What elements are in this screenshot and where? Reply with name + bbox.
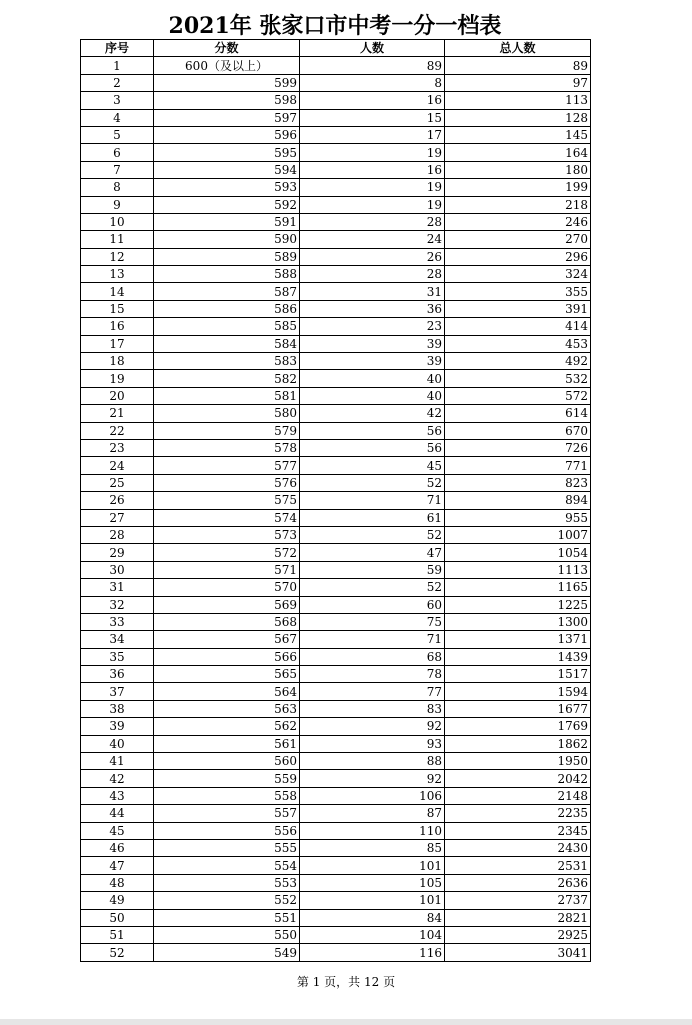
row-score-cell: 559 bbox=[154, 770, 300, 787]
table-row bbox=[81, 718, 591, 735]
row-total-cell: 771 bbox=[445, 457, 591, 474]
table-row bbox=[81, 248, 591, 265]
row-count-cell: 40 bbox=[300, 387, 445, 404]
row-score-cell: 575 bbox=[154, 492, 300, 509]
row-count-cell: 75 bbox=[300, 613, 445, 630]
row-index-cell: 17 bbox=[81, 335, 154, 352]
row-index-cell: 27 bbox=[81, 509, 154, 526]
row-index-cell: 25 bbox=[81, 474, 154, 491]
table-row bbox=[81, 474, 591, 491]
row-index-cell: 42 bbox=[81, 770, 154, 787]
row-index-cell: 15 bbox=[81, 300, 154, 317]
row-index-cell: 19 bbox=[81, 370, 154, 387]
row-count-cell: 52 bbox=[300, 526, 445, 543]
row-score-cell: 595 bbox=[154, 144, 300, 161]
row-score-cell: 581 bbox=[154, 387, 300, 404]
row-index-cell: 6 bbox=[81, 144, 154, 161]
row-count-cell: 24 bbox=[300, 231, 445, 248]
row-score-cell: 555 bbox=[154, 839, 300, 856]
header-count: 人数 bbox=[300, 40, 445, 57]
row-count-cell: 39 bbox=[300, 335, 445, 352]
table-row bbox=[81, 683, 591, 700]
row-total-cell: 1594 bbox=[445, 683, 591, 700]
table-row bbox=[81, 492, 591, 509]
row-total-cell: 180 bbox=[445, 161, 591, 178]
row-count-cell: 71 bbox=[300, 631, 445, 648]
table-row bbox=[81, 74, 591, 91]
row-total-cell: 414 bbox=[445, 318, 591, 335]
table-row bbox=[81, 109, 591, 126]
row-count-cell: 8 bbox=[300, 74, 445, 91]
row-index-cell: 8 bbox=[81, 179, 154, 196]
row-count-cell: 101 bbox=[300, 892, 445, 909]
row-total-cell: 1007 bbox=[445, 526, 591, 543]
table-row bbox=[81, 422, 591, 439]
table-header-row bbox=[81, 40, 591, 57]
row-total-cell: 97 bbox=[445, 74, 591, 91]
row-count-cell: 92 bbox=[300, 770, 445, 787]
row-total-cell: 823 bbox=[445, 474, 591, 491]
row-count-cell: 39 bbox=[300, 353, 445, 370]
viewer-bottom-bar bbox=[0, 1019, 692, 1025]
row-index-cell: 14 bbox=[81, 283, 154, 300]
row-index-cell: 40 bbox=[81, 735, 154, 752]
row-count-cell: 101 bbox=[300, 857, 445, 874]
row-score-cell: 588 bbox=[154, 266, 300, 283]
row-total-cell: 246 bbox=[445, 213, 591, 230]
row-index-cell: 37 bbox=[81, 683, 154, 700]
row-score-cell: 560 bbox=[154, 753, 300, 770]
table-row bbox=[81, 909, 591, 926]
row-index-cell: 21 bbox=[81, 405, 154, 422]
table-row bbox=[81, 735, 591, 752]
row-total-cell: 2821 bbox=[445, 909, 591, 926]
row-total-cell: 2531 bbox=[445, 857, 591, 874]
row-total-cell: 113 bbox=[445, 92, 591, 109]
row-total-cell: 1371 bbox=[445, 631, 591, 648]
table-body bbox=[81, 57, 591, 961]
row-score-cell: 582 bbox=[154, 370, 300, 387]
row-score-cell: 579 bbox=[154, 422, 300, 439]
row-index-cell: 16 bbox=[81, 318, 154, 335]
row-index-cell: 38 bbox=[81, 700, 154, 717]
table-row bbox=[81, 596, 591, 613]
row-score-cell: 600（及以上） bbox=[154, 57, 300, 74]
row-count-cell: 40 bbox=[300, 370, 445, 387]
row-index-cell: 45 bbox=[81, 822, 154, 839]
row-count-cell: 85 bbox=[300, 839, 445, 856]
row-total-cell: 2235 bbox=[445, 805, 591, 822]
row-score-cell: 562 bbox=[154, 718, 300, 735]
row-score-cell: 552 bbox=[154, 892, 300, 909]
score-table bbox=[80, 39, 591, 962]
row-count-cell: 88 bbox=[300, 753, 445, 770]
row-total-cell: 1300 bbox=[445, 613, 591, 630]
row-score-cell: 565 bbox=[154, 666, 300, 683]
row-index-cell: 9 bbox=[81, 196, 154, 213]
row-count-cell: 92 bbox=[300, 718, 445, 735]
row-total-cell: 296 bbox=[445, 248, 591, 265]
row-index-cell: 1 bbox=[81, 57, 154, 74]
table-row bbox=[81, 579, 591, 596]
table-row bbox=[81, 753, 591, 770]
row-score-cell: 561 bbox=[154, 735, 300, 752]
row-index-cell: 11 bbox=[81, 231, 154, 248]
table-row bbox=[81, 561, 591, 578]
row-total-cell: 894 bbox=[445, 492, 591, 509]
row-score-cell: 584 bbox=[154, 335, 300, 352]
row-count-cell: 16 bbox=[300, 92, 445, 109]
row-count-cell: 77 bbox=[300, 683, 445, 700]
row-score-cell: 591 bbox=[154, 213, 300, 230]
row-count-cell: 19 bbox=[300, 144, 445, 161]
row-score-cell: 586 bbox=[154, 300, 300, 317]
document-title: 2021年 张家口市中考一分一档表 bbox=[168, 13, 502, 39]
row-count-cell: 31 bbox=[300, 283, 445, 300]
row-count-cell: 110 bbox=[300, 822, 445, 839]
row-score-cell: 564 bbox=[154, 683, 300, 700]
row-count-cell: 84 bbox=[300, 909, 445, 926]
row-count-cell: 71 bbox=[300, 492, 445, 509]
row-count-cell: 89 bbox=[300, 57, 445, 74]
row-total-cell: 572 bbox=[445, 387, 591, 404]
table-row bbox=[81, 892, 591, 909]
row-score-cell: 569 bbox=[154, 596, 300, 613]
table-row bbox=[81, 926, 591, 943]
row-index-cell: 50 bbox=[81, 909, 154, 926]
row-count-cell: 56 bbox=[300, 422, 445, 439]
row-total-cell: 164 bbox=[445, 144, 591, 161]
row-total-cell: 492 bbox=[445, 353, 591, 370]
table-row bbox=[81, 266, 591, 283]
table-row bbox=[81, 300, 591, 317]
row-score-cell: 566 bbox=[154, 648, 300, 665]
row-score-cell: 556 bbox=[154, 822, 300, 839]
row-score-cell: 580 bbox=[154, 405, 300, 422]
row-count-cell: 17 bbox=[300, 126, 445, 143]
row-total-cell: 128 bbox=[445, 109, 591, 126]
row-total-cell: 1769 bbox=[445, 718, 591, 735]
row-total-cell: 2737 bbox=[445, 892, 591, 909]
row-total-cell: 670 bbox=[445, 422, 591, 439]
table-row bbox=[81, 666, 591, 683]
row-index-cell: 29 bbox=[81, 544, 154, 561]
row-count-cell: 52 bbox=[300, 474, 445, 491]
row-index-cell: 51 bbox=[81, 926, 154, 943]
row-index-cell: 35 bbox=[81, 648, 154, 665]
row-count-cell: 104 bbox=[300, 926, 445, 943]
row-score-cell: 577 bbox=[154, 457, 300, 474]
row-count-cell: 68 bbox=[300, 648, 445, 665]
row-index-cell: 46 bbox=[81, 839, 154, 856]
row-index-cell: 3 bbox=[81, 92, 154, 109]
row-score-cell: 599 bbox=[154, 74, 300, 91]
row-score-cell: 587 bbox=[154, 283, 300, 300]
row-index-cell: 31 bbox=[81, 579, 154, 596]
row-score-cell: 554 bbox=[154, 857, 300, 874]
row-index-cell: 36 bbox=[81, 666, 154, 683]
row-index-cell: 43 bbox=[81, 787, 154, 804]
table-row bbox=[81, 335, 591, 352]
row-index-cell: 30 bbox=[81, 561, 154, 578]
table-row bbox=[81, 57, 591, 74]
row-index-cell: 28 bbox=[81, 526, 154, 543]
row-index-cell: 49 bbox=[81, 892, 154, 909]
row-total-cell: 2430 bbox=[445, 839, 591, 856]
row-score-cell: 568 bbox=[154, 613, 300, 630]
table-row bbox=[81, 387, 591, 404]
header-index: 序号 bbox=[81, 40, 154, 57]
row-score-cell: 563 bbox=[154, 700, 300, 717]
row-index-cell: 10 bbox=[81, 213, 154, 230]
row-score-cell: 572 bbox=[154, 544, 300, 561]
row-count-cell: 42 bbox=[300, 405, 445, 422]
page-footer: 第 1 页，共 12 页 bbox=[296, 975, 396, 989]
row-score-cell: 553 bbox=[154, 874, 300, 891]
row-index-cell: 33 bbox=[81, 613, 154, 630]
row-score-cell: 550 bbox=[154, 926, 300, 943]
row-total-cell: 1225 bbox=[445, 596, 591, 613]
row-count-cell: 87 bbox=[300, 805, 445, 822]
row-count-cell: 52 bbox=[300, 579, 445, 596]
row-count-cell: 59 bbox=[300, 561, 445, 578]
row-score-cell: 567 bbox=[154, 631, 300, 648]
table-row bbox=[81, 370, 591, 387]
row-index-cell: 22 bbox=[81, 422, 154, 439]
row-index-cell: 32 bbox=[81, 596, 154, 613]
table-row bbox=[81, 700, 591, 717]
row-count-cell: 28 bbox=[300, 213, 445, 230]
table-row bbox=[81, 213, 591, 230]
table-row bbox=[81, 439, 591, 456]
row-index-cell: 12 bbox=[81, 248, 154, 265]
row-count-cell: 106 bbox=[300, 787, 445, 804]
row-total-cell: 2925 bbox=[445, 926, 591, 943]
row-score-cell: 585 bbox=[154, 318, 300, 335]
row-count-cell: 116 bbox=[300, 944, 445, 961]
row-count-cell: 83 bbox=[300, 700, 445, 717]
row-count-cell: 78 bbox=[300, 666, 445, 683]
row-total-cell: 1677 bbox=[445, 700, 591, 717]
row-count-cell: 93 bbox=[300, 735, 445, 752]
row-count-cell: 16 bbox=[300, 161, 445, 178]
row-count-cell: 23 bbox=[300, 318, 445, 335]
row-index-cell: 47 bbox=[81, 857, 154, 874]
table-row bbox=[81, 648, 591, 665]
table-row bbox=[81, 770, 591, 787]
table-row bbox=[81, 944, 591, 961]
row-score-cell: 592 bbox=[154, 196, 300, 213]
table-row bbox=[81, 196, 591, 213]
row-total-cell: 1113 bbox=[445, 561, 591, 578]
table-row bbox=[81, 874, 591, 891]
table-row bbox=[81, 822, 591, 839]
row-total-cell: 726 bbox=[445, 439, 591, 456]
row-index-cell: 18 bbox=[81, 353, 154, 370]
row-index-cell: 52 bbox=[81, 944, 154, 961]
row-score-cell: 571 bbox=[154, 561, 300, 578]
row-count-cell: 56 bbox=[300, 439, 445, 456]
row-score-cell: 574 bbox=[154, 509, 300, 526]
table-row bbox=[81, 161, 591, 178]
table-row bbox=[81, 457, 591, 474]
row-total-cell: 324 bbox=[445, 266, 591, 283]
row-score-cell: 557 bbox=[154, 805, 300, 822]
row-total-cell: 199 bbox=[445, 179, 591, 196]
row-total-cell: 1950 bbox=[445, 753, 591, 770]
row-index-cell: 39 bbox=[81, 718, 154, 735]
row-count-cell: 19 bbox=[300, 196, 445, 213]
row-total-cell: 3041 bbox=[445, 944, 591, 961]
row-index-cell: 44 bbox=[81, 805, 154, 822]
row-count-cell: 61 bbox=[300, 509, 445, 526]
row-index-cell: 7 bbox=[81, 161, 154, 178]
row-total-cell: 391 bbox=[445, 300, 591, 317]
row-total-cell: 453 bbox=[445, 335, 591, 352]
row-index-cell: 26 bbox=[81, 492, 154, 509]
row-total-cell: 89 bbox=[445, 57, 591, 74]
row-score-cell: 593 bbox=[154, 179, 300, 196]
row-count-cell: 15 bbox=[300, 109, 445, 126]
row-index-cell: 5 bbox=[81, 126, 154, 143]
row-count-cell: 19 bbox=[300, 179, 445, 196]
table-row bbox=[81, 857, 591, 874]
row-total-cell: 1862 bbox=[445, 735, 591, 752]
row-score-cell: 578 bbox=[154, 439, 300, 456]
table-row bbox=[81, 353, 591, 370]
row-score-cell: 570 bbox=[154, 579, 300, 596]
row-score-cell: 589 bbox=[154, 248, 300, 265]
row-score-cell: 594 bbox=[154, 161, 300, 178]
row-total-cell: 2042 bbox=[445, 770, 591, 787]
row-count-cell: 45 bbox=[300, 457, 445, 474]
row-index-cell: 13 bbox=[81, 266, 154, 283]
row-total-cell: 1165 bbox=[445, 579, 591, 596]
row-total-cell: 1439 bbox=[445, 648, 591, 665]
table-row bbox=[81, 144, 591, 161]
row-score-cell: 597 bbox=[154, 109, 300, 126]
row-index-cell: 4 bbox=[81, 109, 154, 126]
row-score-cell: 549 bbox=[154, 944, 300, 961]
row-total-cell: 1517 bbox=[445, 666, 591, 683]
row-count-cell: 47 bbox=[300, 544, 445, 561]
table-row bbox=[81, 179, 591, 196]
row-total-cell: 614 bbox=[445, 405, 591, 422]
table-row bbox=[81, 126, 591, 143]
row-total-cell: 355 bbox=[445, 283, 591, 300]
row-count-cell: 28 bbox=[300, 266, 445, 283]
row-total-cell: 218 bbox=[445, 196, 591, 213]
row-total-cell: 2636 bbox=[445, 874, 591, 891]
table-row bbox=[81, 544, 591, 561]
table-row bbox=[81, 631, 591, 648]
table-row bbox=[81, 613, 591, 630]
row-score-cell: 551 bbox=[154, 909, 300, 926]
row-total-cell: 1054 bbox=[445, 544, 591, 561]
row-index-cell: 41 bbox=[81, 753, 154, 770]
row-index-cell: 24 bbox=[81, 457, 154, 474]
row-total-cell: 145 bbox=[445, 126, 591, 143]
table-row bbox=[81, 405, 591, 422]
row-count-cell: 105 bbox=[300, 874, 445, 891]
header-score: 分数 bbox=[154, 40, 300, 57]
row-total-cell: 532 bbox=[445, 370, 591, 387]
row-score-cell: 596 bbox=[154, 126, 300, 143]
header-total: 总人数 bbox=[445, 40, 591, 57]
row-score-cell: 583 bbox=[154, 353, 300, 370]
row-index-cell: 20 bbox=[81, 387, 154, 404]
row-count-cell: 60 bbox=[300, 596, 445, 613]
row-index-cell: 48 bbox=[81, 874, 154, 891]
row-index-cell: 34 bbox=[81, 631, 154, 648]
row-score-cell: 573 bbox=[154, 526, 300, 543]
row-score-cell: 598 bbox=[154, 92, 300, 109]
row-score-cell: 558 bbox=[154, 787, 300, 804]
row-total-cell: 270 bbox=[445, 231, 591, 248]
table-row bbox=[81, 318, 591, 335]
table-row bbox=[81, 839, 591, 856]
row-score-cell: 576 bbox=[154, 474, 300, 491]
table-row bbox=[81, 509, 591, 526]
row-count-cell: 36 bbox=[300, 300, 445, 317]
table-row bbox=[81, 283, 591, 300]
row-total-cell: 2345 bbox=[445, 822, 591, 839]
table-row bbox=[81, 92, 591, 109]
table-row bbox=[81, 231, 591, 248]
row-count-cell: 26 bbox=[300, 248, 445, 265]
row-score-cell: 590 bbox=[154, 231, 300, 248]
row-index-cell: 23 bbox=[81, 439, 154, 456]
table-row bbox=[81, 787, 591, 804]
row-total-cell: 2148 bbox=[445, 787, 591, 804]
row-index-cell: 2 bbox=[81, 74, 154, 91]
table-row bbox=[81, 526, 591, 543]
table-row bbox=[81, 805, 591, 822]
row-total-cell: 955 bbox=[445, 509, 591, 526]
